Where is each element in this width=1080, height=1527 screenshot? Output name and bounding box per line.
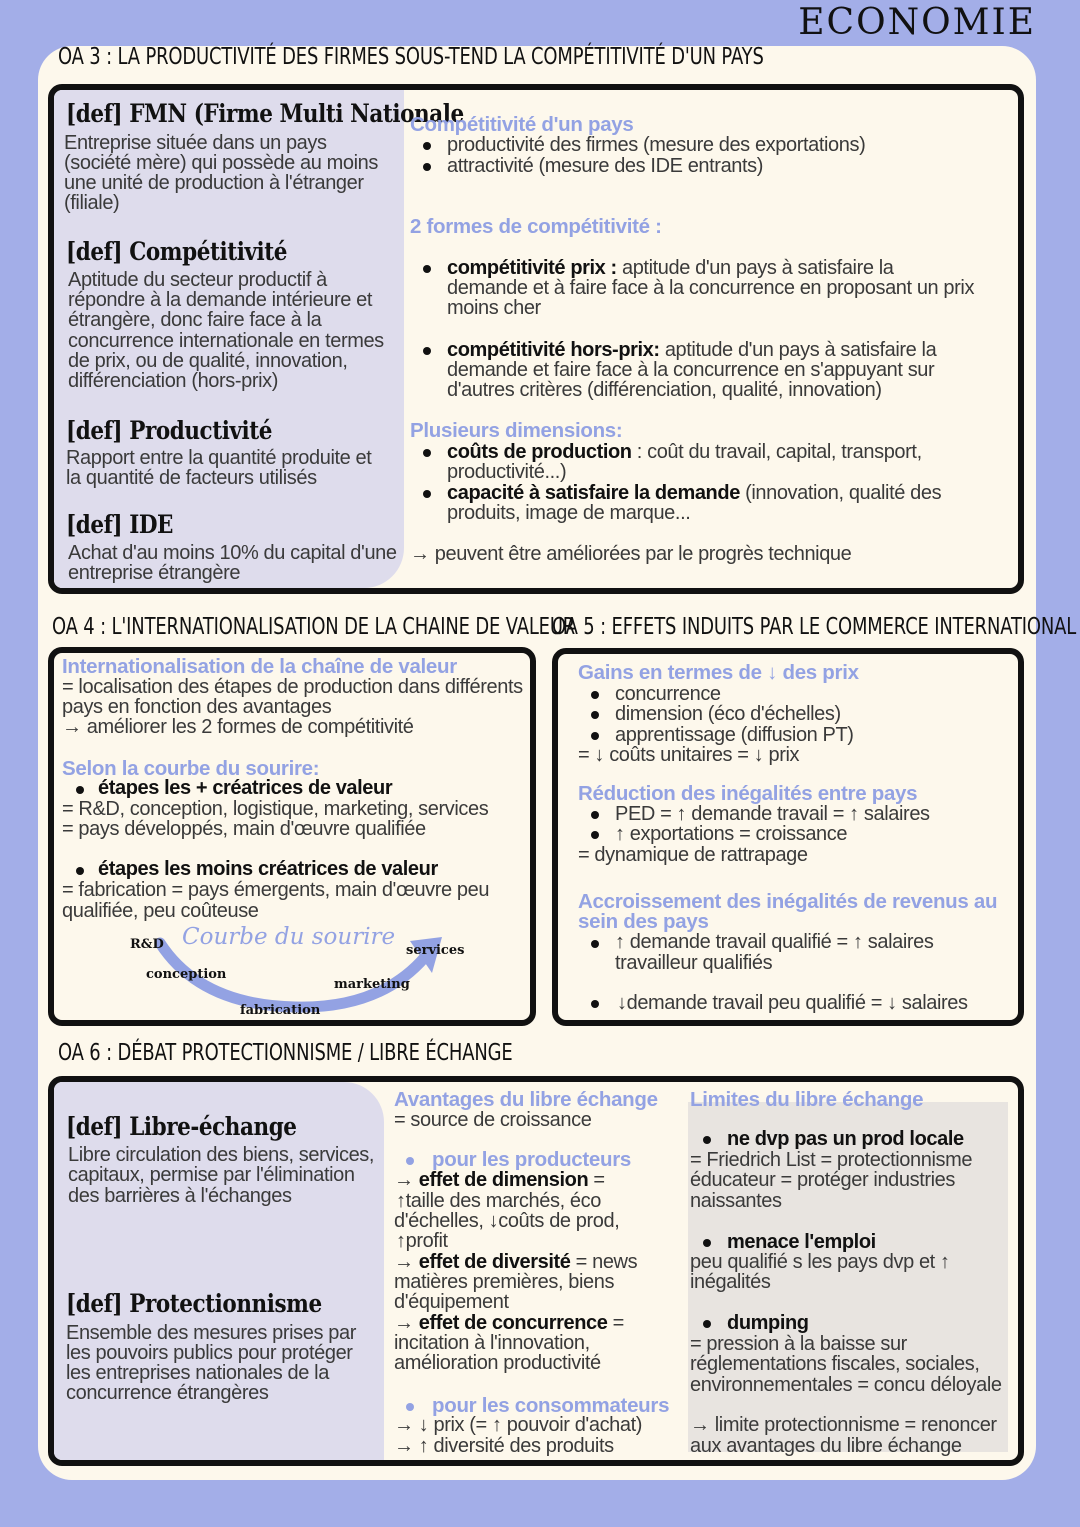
producteurs-heading: pour les producteurs — [432, 1148, 632, 1171]
page-header: ECONOMIE — [798, 2, 1036, 43]
def-fmn-text-3: une unité de production à l'étranger — [64, 172, 364, 194]
gains-heading: Gains en termes de ↓ des prix — [578, 661, 859, 684]
compet-hors-line-2: demande et faire face à la concurrence en s'appuyant sur — [447, 359, 935, 381]
diversite-line-2: matières premières, biens — [394, 1271, 615, 1293]
limites-heading: Limites du libre échange — [690, 1088, 924, 1111]
bullet — [423, 163, 431, 171]
def-fmn-text-4: (filiale) — [64, 192, 120, 214]
compet-pays-item-2: attractivité (mesure des IDE entrants) — [447, 155, 764, 177]
bullet — [406, 1403, 414, 1411]
def-fmn-text-2: (société mère) qui possède au moins — [64, 152, 378, 174]
bullet — [423, 490, 431, 498]
compet-prix-line-1: compétitivité prix : aptitude d'un pays à satisfaire la — [447, 257, 894, 279]
def-prod-label: [def] Productivité — [66, 416, 273, 445]
def-compet-text-6: différenciation (hors-prix) — [68, 370, 279, 392]
emploi-line-2: inégalités — [690, 1271, 771, 1293]
plus-creatrices-line-2: = pays développés, main d'œuvre qualifiée — [62, 818, 426, 840]
plus-creatrices-line-1: = R&D, conception, logistique, marketing, services — [62, 798, 489, 820]
gains-item-2: dimension (éco d'échelles) — [615, 703, 841, 725]
dimensions-conclusion: → peuvent être améliorées par le progrès technique — [410, 543, 852, 565]
bullet — [591, 1000, 599, 1008]
dimension-line-1: → effet de dimension = — [394, 1169, 605, 1191]
bullet — [423, 265, 431, 273]
concurrence-line-2: incitation à l'innovation, — [394, 1332, 590, 1354]
couts-line-1: coûts de production : coût du travail, capital, transport, — [447, 441, 922, 463]
oa3-title: OA 3 : LA PRODUCTIVITÉ DES FIRMES SOUS-TEND LA COMPÉTITIVITÉ D'UN PAYS — [58, 44, 764, 70]
bullet — [591, 732, 599, 740]
dimension-line-4: ↑profit — [396, 1230, 448, 1252]
def-prod-text-2: la quantité de facteurs utilisés — [66, 467, 317, 489]
bullet — [591, 691, 599, 699]
dumping-line-1: = pression à la baisse sur — [690, 1333, 907, 1355]
capacite-line-2: produits, image de marque... — [447, 502, 691, 524]
reduction-result: = dynamique de rattrapage — [578, 844, 808, 866]
emploi-line-1: peu qualifié s les pays dvp et ↑ — [690, 1251, 950, 1273]
def-ide-text-1: Achat d'au moins 10% du capital d'une — [68, 542, 397, 564]
bullet — [703, 1239, 711, 1247]
formes-heading: 2 formes de compétitivité : — [410, 215, 662, 238]
sourire-heading: Selon la courbe du sourire: — [62, 757, 320, 780]
diversite-line-3: d'équipement — [394, 1291, 509, 1313]
dimension-line-2: ↑taille des marchés, éco — [396, 1190, 601, 1212]
prod-locale-line-2: éducateur = protéger industries — [690, 1169, 955, 1191]
bullet — [703, 1320, 711, 1328]
gains-item-1: concurrence — [615, 683, 721, 705]
bullet — [703, 1136, 711, 1144]
def-ide-text-2: entreprise étrangère — [68, 562, 241, 584]
oa4-heading: Internationalisation de la chaîne de valeur — [62, 655, 457, 678]
accroissement-heading-2: sein des pays — [578, 910, 709, 933]
dumping-line-3: environnementales = concu déloyale — [690, 1374, 1002, 1396]
accroissement-item-1a: ↑ demande travail qualifié = ↑ salaires — [615, 931, 934, 953]
def-protec-text-1: Ensemble des mesures prises par — [66, 1322, 356, 1344]
accroissement-item-2: ↓demande travail peu qualifié = ↓ salaires — [617, 992, 968, 1014]
def-fmn-label: [def] FMN (Firme Multi Nationale — [66, 99, 464, 128]
oa4-title: OA 4 : L'INTERNATIONALISATION DE LA CHAINE DE VALEUR — [52, 614, 576, 640]
accroissement-heading-1: Accroissement des inégalités de revenus au — [578, 890, 998, 913]
def-protec-text-3: les entreprises nationales de la — [66, 1362, 329, 1384]
def-libre-label: [def] Libre-échange — [66, 1112, 297, 1141]
def-compet-text-1: Aptitude du secteur productif à — [68, 269, 327, 291]
curve-fabrication: fabrication — [240, 1003, 321, 1018]
bullet — [423, 142, 431, 150]
compet-hors-line-1: compétitivité hors-prix: aptitude d'un pays à satisfaire la — [447, 339, 937, 361]
reduction-item-2: ↑ exportations = croissance — [615, 823, 848, 845]
def-libre-text-1: Libre circulation des biens, services, — [68, 1144, 375, 1166]
def-compet-text-3: étrangère, donc faire face à la — [68, 309, 322, 331]
def-protec-text-4: concurrence étrangères — [66, 1382, 269, 1404]
conso-line-2: → ↑ diversité des produits — [394, 1435, 614, 1457]
limites-conclusion-2: aux avantages du libre échange — [690, 1435, 962, 1457]
bullet — [591, 711, 599, 719]
curve-marketing: marketing — [334, 977, 410, 992]
bullet — [423, 347, 431, 355]
curve-services: services — [406, 943, 465, 958]
reduction-item-1: PED = ↑ demande travail = ↑ salaires — [615, 803, 930, 825]
moins-creatrices-line-1: = fabrication = pays émergents, main d'œuvre peu — [62, 879, 490, 901]
bullet — [406, 1157, 414, 1165]
oa4-intro-3: → améliorer les 2 formes de compétitivité — [62, 716, 414, 738]
reduction-heading: Réduction des inégalités entre pays — [578, 782, 918, 805]
compet-pays-item-1: productivité des firmes (mesure des exportations) — [447, 134, 866, 156]
limites-conclusion-1: → limite protectionnisme = renoncer — [690, 1414, 997, 1436]
emploi-label: menace l'emploi — [727, 1231, 876, 1253]
couts-line-2: productivité...) — [447, 461, 567, 483]
diversite-line-1: → effet de diversité = news — [394, 1251, 638, 1273]
conso-line-1: → ↓ prix (= ↑ pouvoir d'achat) — [394, 1414, 643, 1436]
def-libre-text-3: des barrières à l'échanges — [68, 1185, 292, 1207]
avantages-intro: = source de croissance — [394, 1109, 592, 1131]
def-compet-label: [def] Compétitivité — [66, 237, 288, 266]
dimensions-heading: Plusieurs dimensions: — [410, 419, 623, 442]
prod-locale-label: ne dvp pas un prod locale — [727, 1128, 964, 1150]
concurrence-line-3: amélioration productivité — [394, 1352, 601, 1374]
oa6-title: OA 6 : DÉBAT PROTECTIONNISME / LIBRE ÉCHANGE — [58, 1040, 513, 1066]
curve-rd: R&D — [130, 937, 164, 952]
curve-conception: conception — [146, 967, 227, 982]
def-ide-label: [def] IDE — [66, 510, 174, 539]
avantages-heading: Avantages du libre échange — [394, 1088, 658, 1111]
curve-title: Courbe du sourire — [182, 924, 396, 950]
oa4-intro-2: pays en fonction des avantages — [62, 696, 332, 718]
prod-locale-line-1: = Friedrich List = protectionnisme — [690, 1149, 973, 1171]
def-prod-text-1: Rapport entre la quantité produite et — [66, 447, 372, 469]
dumping-label: dumping — [727, 1312, 809, 1334]
gains-item-3: apprentissage (diffusion PT) — [615, 724, 854, 746]
compet-hors-line-3: d'autres critères (différenciation, qualité, innovation) — [447, 379, 882, 401]
consommateurs-heading: pour les consommateurs — [432, 1394, 670, 1417]
bullet — [423, 449, 431, 457]
accroissement-item-1b: travailleur qualifiés — [615, 952, 773, 974]
moins-creatrices-label: étapes les moins créatrices de valeur — [98, 858, 438, 880]
compet-prix-line-2: demande et à faire face à la concurrence en proposant un prix — [447, 277, 975, 299]
compet-prix-line-3: moins cher — [447, 297, 541, 319]
prod-locale-line-3: naissantes — [690, 1190, 782, 1212]
gains-result: = ↓ coûts unitaires = ↓ prix — [578, 744, 800, 766]
def-libre-text-2: capitaux, permise par l'élimination — [68, 1164, 355, 1186]
def-compet-text-5: de prix, ou de qualité, innovation, — [68, 350, 348, 372]
concurrence-line-1: → effet de concurrence = — [394, 1312, 624, 1334]
oa4-intro-1: = localisation des étapes de production dans différents — [62, 676, 523, 698]
def-protec-text-2: les pouvoirs publics pour protéger — [66, 1342, 353, 1364]
bullet — [591, 831, 599, 839]
bullet — [76, 786, 84, 794]
def-compet-text-2: répondre à la demande intérieure et — [68, 289, 372, 311]
def-fmn-text-1: Entreprise située dans un pays — [64, 132, 327, 154]
def-protec-label: [def] Protectionnisme — [66, 1289, 322, 1318]
compet-pays-heading: Compétitivité d'un pays — [410, 113, 634, 136]
oa5-title: OA 5 : EFFETS INDUITS PAR LE COMMERCE INTERNATIONAL — [552, 614, 1077, 640]
bullet — [591, 811, 599, 819]
bullet — [591, 940, 599, 948]
moins-creatrices-line-2: qualifiée, peu coûteuse — [62, 900, 259, 922]
dumping-line-2: réglementations fiscales, sociales, — [690, 1353, 980, 1375]
dimension-line-3: d'échelles, ↓coûts de prod, — [394, 1210, 620, 1232]
bullet — [76, 867, 84, 875]
def-compet-text-4: concurrence internationale en termes — [68, 330, 384, 352]
capacite-line-1: capacité à satisfaire la demande (innovation, qualité des — [447, 482, 942, 504]
plus-creatrices-label: étapes les + créatrices de valeur — [98, 777, 393, 799]
